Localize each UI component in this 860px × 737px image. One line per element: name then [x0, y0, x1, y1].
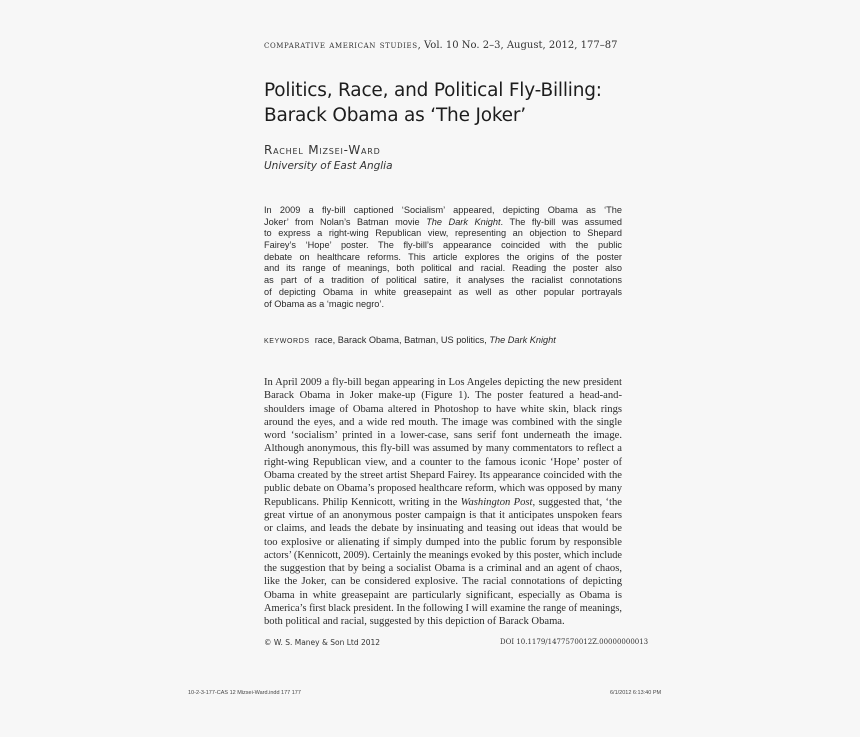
- text-segment: Barack Obama in Joker make-up (Figure 1). The poster featured a head-and-: [264, 390, 622, 402]
- italic-text: The Dark Knight: [426, 216, 501, 227]
- text-line: [264, 442, 622, 455]
- italic-text: Washington Post: [460, 496, 533, 508]
- text-line: [264, 228, 622, 240]
- text-line: [264, 562, 622, 575]
- text-line-content: [264, 263, 622, 275]
- text-line: [264, 602, 622, 615]
- text-line-content: [264, 456, 622, 469]
- text-segment: In 2009 a fly-bill captioned ‘Socialism’ appeared, depicting Obama as ‘The: [264, 205, 622, 215]
- text-segment: to express a right-wing Republican view, representing an objection to Shepard: [264, 228, 622, 239]
- text-segment: actors’ (Kennicott, 2009). Certainly the meanings evoked by this poster, which include: [264, 549, 622, 561]
- text-line: [264, 536, 622, 549]
- text-line-content: [264, 536, 622, 549]
- doi: DOI 10.1179/1477570012Z.00000000013: [500, 638, 649, 646]
- text-segment: Although anonymous, this fly-bill was assumed by many commentators to reflect a: [264, 443, 622, 455]
- text-segment: the suggestion that by being a socialist Obama is a criminal and an agent of chaos,: [264, 563, 622, 575]
- text-segment: , suggested that, ‘the: [532, 496, 622, 508]
- text-line: [264, 522, 622, 535]
- text-line: [264, 509, 622, 522]
- text-line-content: [264, 252, 622, 264]
- text-line: [264, 275, 622, 287]
- text-segment: right-wing Republican view, and a counter to the famous iconic ‘Hope’ poster of: [264, 456, 622, 468]
- author-name: Rachel Mizsei-Ward: [264, 143, 381, 157]
- text-line-content: [264, 389, 622, 402]
- text-segment: great virtue of an anonymous poster campaign is that it anticipates unspoken fears: [264, 509, 622, 521]
- text-segment: shoulders image of Obama altered in Photoshop to have white skin, black rings: [264, 403, 622, 415]
- text-line-content: [264, 496, 622, 509]
- text-segment: like the Joker, can be considered explosive. The racial connotations of depicting: [264, 576, 622, 588]
- text-line-content: [264, 589, 622, 602]
- text-segment: Obama created by the street artist Shepard Fairey. Its appearance coincided with the: [264, 470, 622, 482]
- text-line-content: [264, 217, 622, 229]
- keywords: [264, 335, 556, 346]
- text-line: [264, 469, 622, 482]
- text-line: [264, 482, 622, 495]
- text-line-content: [264, 287, 622, 299]
- article-title: [264, 78, 602, 128]
- text-segment: America’s first black president. In the following I will examine the range of meanings,: [264, 603, 622, 615]
- text-line-content: [264, 429, 622, 442]
- text-segment: word ‘socialism’ printed in a lower-case, sans serif font underneath the image.: [264, 430, 622, 442]
- keywords-label: keywords: [264, 335, 310, 346]
- text-line-content: [264, 442, 622, 455]
- text-segment: as part of a tradition of political satire, it analyses the racialist connotations: [264, 275, 622, 286]
- text-segment: both political and racial, suggested by this depiction of Barack Obama.: [264, 616, 565, 628]
- text-segment: of Obama as a ‘magic negro’.: [264, 298, 385, 309]
- text-segment: Republicans. Philip Kennicott, writing in the: [264, 496, 461, 508]
- text-segment: too explosive or alienating if simply dumped into the public forum by responsible: [264, 536, 622, 548]
- keywords-list: race, Barack Obama, Batman, US politics,: [314, 335, 490, 345]
- copyright: © W. S. Maney & Son Ltd 2012: [264, 638, 381, 647]
- text-line: [264, 205, 622, 217]
- text-segment: Fairey’s ‘Hope’ poster. The fly-bill’s appearance coincided with the public: [264, 240, 622, 251]
- abstract: [264, 205, 622, 310]
- text-line-content: [264, 482, 622, 495]
- text-line: [264, 252, 622, 264]
- text-segment: In April 2009 a fly-bill began appearing in Los Angeles depicting the new president: [264, 377, 622, 388]
- text-line: [264, 615, 622, 628]
- text-line-content: [264, 205, 622, 217]
- journal-name: comparative american studies: [264, 40, 418, 51]
- print-slug-timestamp: 6/1/2012 6:13:40 PM: [610, 690, 662, 696]
- text-line-content: [264, 240, 622, 252]
- text-line: [264, 589, 622, 602]
- title-line-1: Politics, Race, and Political Fly-Billing:: [264, 80, 602, 101]
- text-line: [264, 416, 622, 429]
- text-segment: debate on healthcare reforms. This article explores the origins of the poster: [264, 251, 622, 262]
- text-line: [264, 575, 622, 588]
- keywords-italic: The Dark Knight: [489, 335, 556, 345]
- text-line: [264, 217, 622, 229]
- text-line-content: [264, 509, 622, 522]
- text-line-content: [264, 469, 622, 482]
- body-text: [264, 376, 622, 629]
- text-line-content: [264, 299, 384, 311]
- text-line-content: [264, 376, 622, 389]
- text-line-content: [264, 575, 622, 588]
- text-segment: . The fly-bill was assumed: [500, 216, 622, 227]
- text-line-content: [264, 416, 622, 429]
- citation-details: , Vol. 10 No. 2–3, August, 2012, 177–87: [417, 40, 618, 51]
- text-line-content: [264, 403, 622, 416]
- title-line-2: Barack Obama as ‘The Joker’: [264, 105, 526, 126]
- text-line: [264, 403, 622, 416]
- text-line: [264, 287, 622, 299]
- print-slug-file: 10-2-3-177-CAS 12 Mizsei-Ward.indd 177 177: [188, 690, 301, 696]
- text-line: [264, 240, 622, 252]
- text-line: [264, 456, 622, 469]
- text-segment: or claims, and leads the debate by insinuating and teasing out ideas that would be: [264, 523, 622, 535]
- text-line: [264, 376, 622, 389]
- text-line: [264, 429, 622, 442]
- text-line: [264, 299, 622, 311]
- text-segment: public debate on Obama’s proposed healthcare reform, which was opposed by many: [264, 483, 622, 495]
- author-affiliation: University of East Anglia: [264, 160, 393, 172]
- text-line: [264, 496, 622, 509]
- text-line: [264, 549, 622, 562]
- text-line-content: [264, 522, 622, 535]
- text-line-content: [264, 562, 622, 575]
- text-segment: around the eyes, and a wide red mouth. The image was combined with the single: [264, 416, 622, 428]
- text-line: [264, 263, 622, 275]
- text-line: [264, 389, 622, 402]
- text-line-content: [264, 275, 622, 287]
- text-segment: Obama in white greasepaint are particularly significant, especially as Obama is: [264, 589, 622, 601]
- text-line-content: [264, 615, 565, 628]
- text-segment: and its range of meanings, both political and racial. Reading the poster also: [264, 263, 622, 274]
- text-line-content: [264, 549, 622, 562]
- text-line-content: [264, 602, 622, 615]
- text-segment: Joker’ from Nolan’s Batman movie: [264, 216, 427, 227]
- journal-citation: [264, 40, 617, 51]
- text-line-content: [264, 228, 622, 240]
- text-segment: of depicting Obama in white greasepaint as well as other popular portrayals: [264, 286, 622, 297]
